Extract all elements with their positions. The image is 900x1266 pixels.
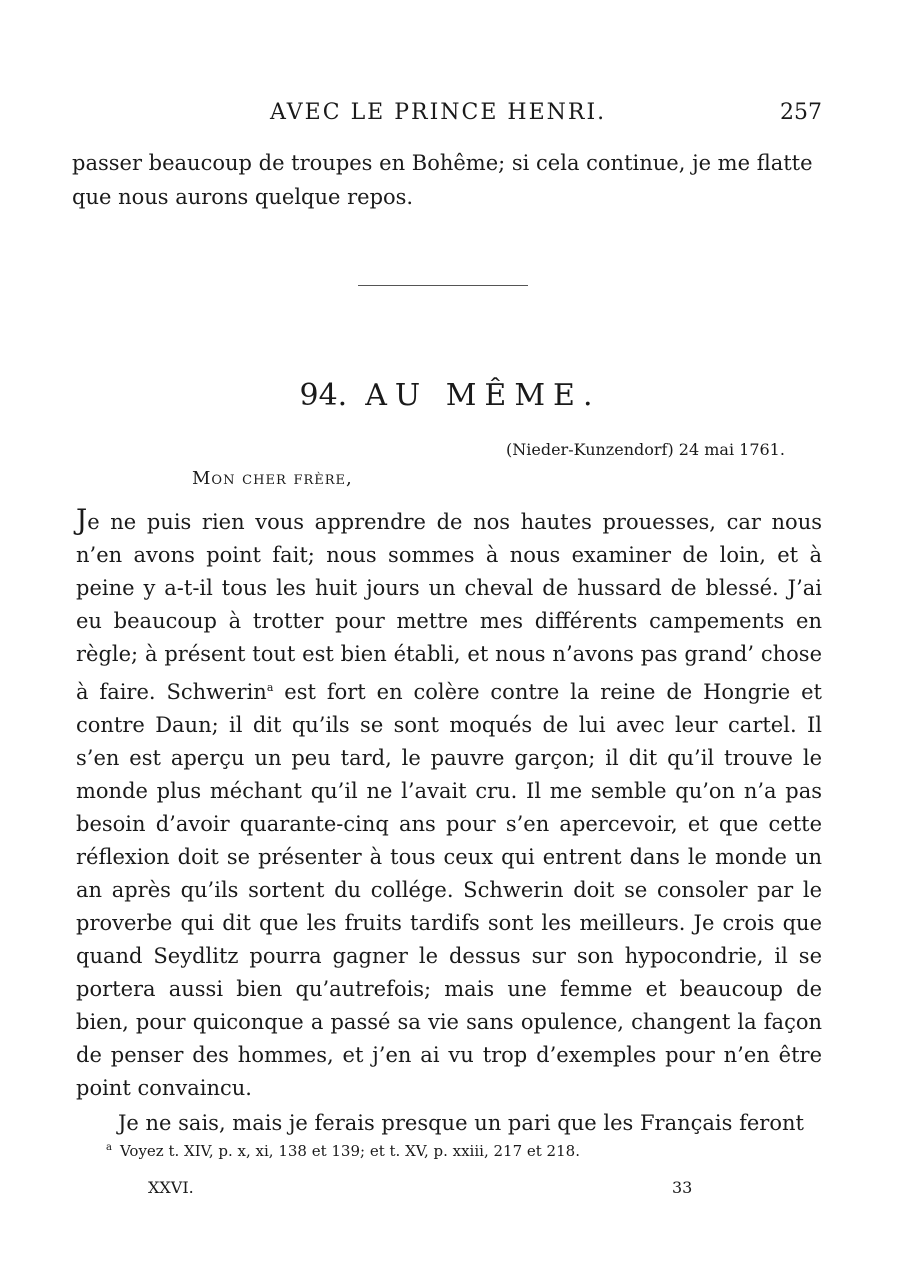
letter-dateline: (Nieder-Kunzendorf) 24 mai 1761.: [506, 440, 785, 459]
paragraph: [76, 503, 822, 1105]
text-line: que nous aurons quelque repos.: [72, 185, 414, 209]
letter-title: AU MÊME.: [365, 378, 601, 413]
initial-letter: J: [76, 503, 88, 536]
volume-signature: XXVI.: [148, 1178, 194, 1197]
previous-letter-ending: [72, 146, 822, 214]
footnote-reference: a: [266, 681, 274, 694]
footnote-text: Voyez t. XIV, p. x, xi, 138 et 139; et t. XV, p. xxiii, 217 et 218.: [119, 1142, 580, 1160]
paragraph-text: e ne puis rien vous apprendre de nos hautes prouesses, car nous n’en avons point fait; nous sommes à nous examiner de loin, et à peine y a-t-il tous les huit jours un cheval de hussard de blessé. J’ai eu beaucoup à trotter pour mettre mes différents campements en règle; à présent tout est bien établi, et nous n’avons pas grand’ chose à faire. Schwerin: [76, 510, 822, 704]
letter-salutation: Mon cher frère,: [192, 468, 353, 489]
footnote-marker: a: [106, 1142, 112, 1153]
paragraph: Je ne sais, mais je ferais presque un pari que les Français feront: [118, 1111, 804, 1135]
letter-body: [76, 503, 822, 1140]
page-number: 257: [780, 100, 822, 125]
section-divider: [358, 285, 528, 286]
letter-number: 94.: [299, 378, 348, 413]
letter-heading: [0, 378, 900, 413]
paragraph-text: est fort en colère contre la reine de Hongrie et contre Daun; il dit qu’ils se sont moqués de lui avec leur cartel. Il s’en est aperçu un peu tard, le pauvre garçon; il dit qu’il trouve le monde plus méchant qu’il ne l’avait cru. Il me semble qu’on n’a pas besoin d’avoir quarante-cinq ans pour s’en apercevoir, et que cette réflexion doit se présenter à tous ceux qui entrent dans le monde un an après qu’ils sortent du collége. Schwerin doit se consoler par le proverbe qui dit que les fruits tardifs sont les meilleurs. Je crois que quand Seydlitz pourra gagner le dessus sur son hypocondrie, il se portera aussi bien qu’autrefois; mais une femme et beaucoup de bien, pour quiconque a passé sa vie sans opulence, changent la façon de penser des hommes, et j’en ai vu trop d’exemples pour n’en être point convaincu.: [76, 680, 822, 1100]
text-line: passer beaucoup de troupes en Bohême; si cela continue, je me flatte: [72, 151, 813, 175]
sheet-number: 33: [672, 1178, 693, 1197]
running-head: AVEC LE PRINCE HENRI.: [270, 100, 607, 125]
footnote: [106, 1142, 580, 1160]
